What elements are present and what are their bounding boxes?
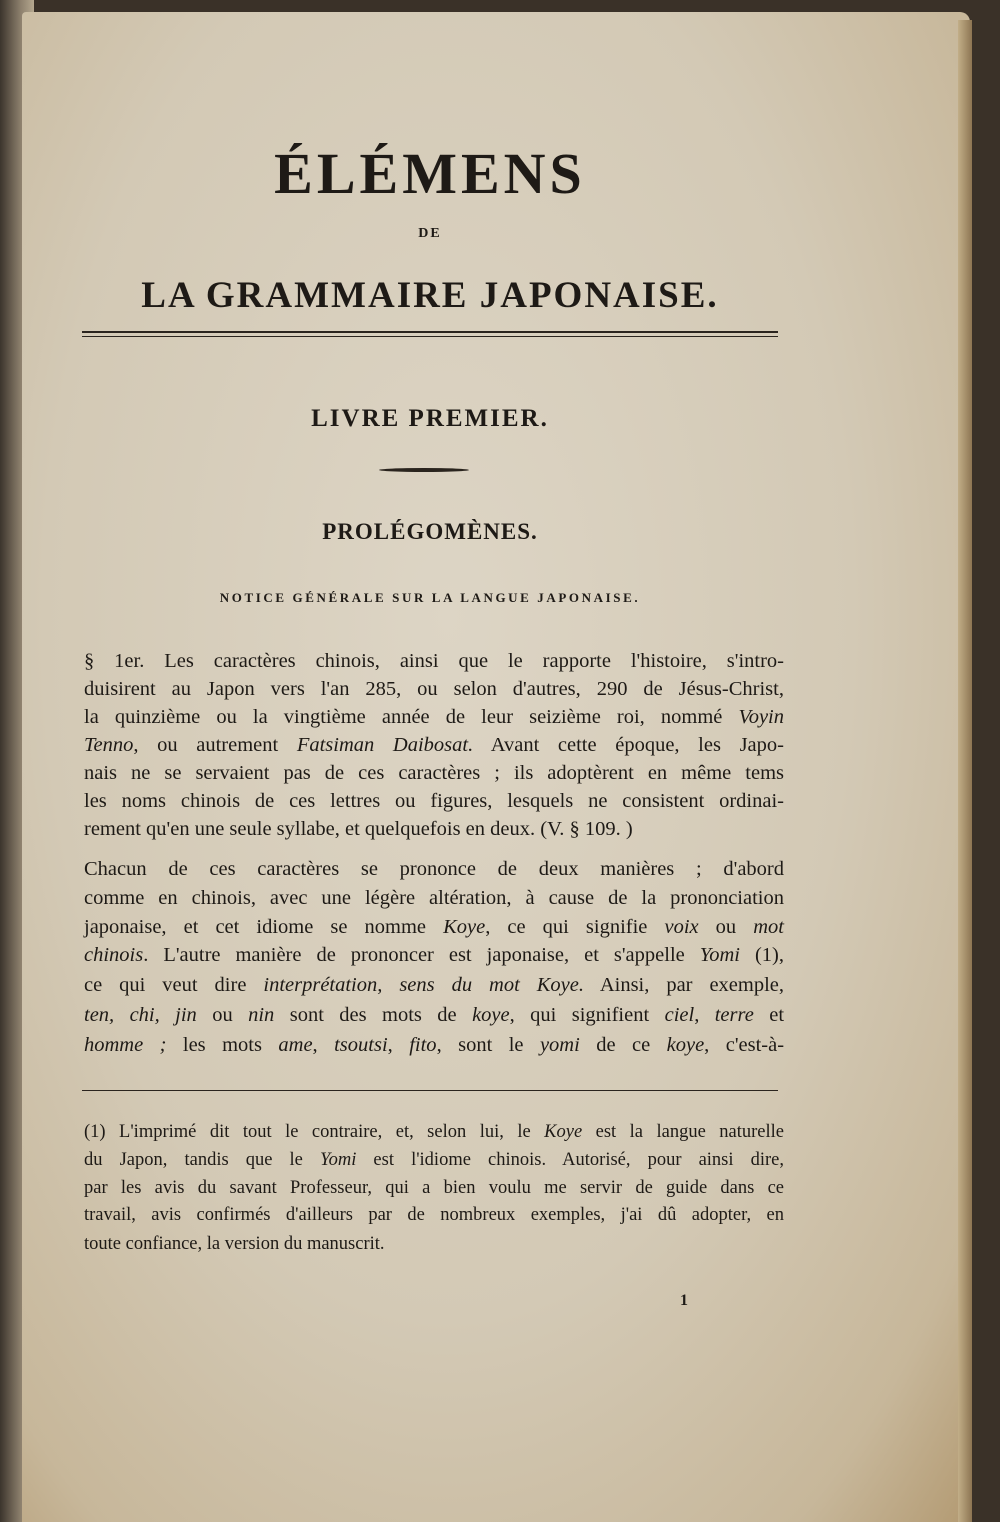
text: , sont le bbox=[436, 1034, 540, 1056]
text: la quinzième ou la vingtième année de leur seizième roi, nommé bbox=[84, 706, 739, 728]
italic-text: Fatsiman Daibosat. bbox=[296, 734, 474, 756]
section-heading: PROLÉGOMÈNES. bbox=[322, 519, 538, 544]
italic-text: ciel bbox=[664, 1004, 695, 1026]
text: ce qui veut dire bbox=[84, 974, 264, 996]
text: travail, avis confirmés d'ailleurs par de nombreux exemples, j'ai dû adopter, en bbox=[84, 1205, 784, 1225]
text: , c'est-à- bbox=[704, 1034, 785, 1056]
italic-text: chinois bbox=[84, 944, 144, 966]
footnote-rule bbox=[82, 1090, 778, 1091]
double-rule-bottom bbox=[82, 336, 778, 337]
text: japonaise, et cet idiome se nomme bbox=[84, 916, 444, 938]
notice-heading: NOTICE GÉNÉRALE SUR LA LANGUE JAPONAISE. bbox=[219, 590, 641, 605]
body-line bbox=[84, 790, 784, 813]
text: (1) L'imprimé dit tout le contraire, et, selon lui, le bbox=[84, 1122, 545, 1142]
italic-text: Voyin bbox=[738, 706, 784, 728]
text: , bbox=[694, 1004, 715, 1026]
body-line bbox=[84, 974, 784, 997]
text: § 1er. Les caractères chinois, ainsi que le rapporte l'histoire, s'intro- bbox=[84, 650, 784, 672]
italic-text: fito bbox=[409, 1034, 437, 1056]
text: est la langue naturelle bbox=[582, 1122, 784, 1142]
double-rule-top bbox=[82, 331, 778, 333]
italic-text: nin bbox=[248, 1004, 275, 1026]
text: ou bbox=[698, 916, 754, 938]
text: Chacun de ces caractères se prononce de deux manières ; d'abord bbox=[84, 858, 784, 880]
italic-text: Tenno bbox=[84, 734, 134, 756]
text: Ainsi, par exemple, bbox=[584, 974, 785, 996]
italic-text: Koye bbox=[443, 916, 486, 938]
ornament-rule bbox=[379, 468, 469, 472]
footnote-line bbox=[84, 1178, 784, 1199]
page-number: 1 bbox=[680, 1292, 688, 1309]
text: par les avis du savant Professeur, qui a bien voulu me servir de guide dans ce bbox=[84, 1178, 784, 1198]
italic-text: yomi bbox=[539, 1034, 580, 1056]
text: les noms chinois de ces lettres ou figures, lesquels ne consistent ordinai- bbox=[84, 790, 784, 812]
body-line bbox=[84, 858, 784, 881]
italic-text: homme ; bbox=[84, 1034, 167, 1056]
italic-text: koye bbox=[472, 1004, 510, 1026]
italic-text: Yomi bbox=[320, 1150, 357, 1170]
body-line bbox=[84, 650, 784, 673]
body-line bbox=[84, 944, 784, 967]
body-line bbox=[84, 706, 784, 729]
text: , bbox=[312, 1034, 335, 1056]
footnote-line bbox=[84, 1150, 784, 1171]
text: , ou autrement bbox=[133, 734, 297, 756]
body-line bbox=[84, 678, 784, 701]
italic-text: ame bbox=[278, 1034, 313, 1056]
italic-text: voix bbox=[664, 916, 699, 938]
subtitle: LA GRAMMAIRE JAPONAISE. bbox=[141, 275, 719, 316]
text: est l'idiome chinois. Autorisé, pour ainsi dire, bbox=[356, 1150, 784, 1170]
italic-text: tsoutsi bbox=[334, 1034, 388, 1056]
text: toute confiance, la version du manuscrit. bbox=[84, 1234, 385, 1254]
italic-text: Yomi bbox=[699, 944, 740, 966]
text: ou bbox=[196, 1004, 249, 1026]
text: et bbox=[753, 1004, 785, 1026]
text: , qui signifient bbox=[509, 1004, 665, 1026]
text: . L'autre manière de prononcer est japonaise, et s'appelle bbox=[143, 944, 700, 966]
text: nais ne se servaient pas de ces caractères ; ils adoptèrent en même tems bbox=[84, 762, 784, 784]
text: , bbox=[387, 1034, 410, 1056]
body-line bbox=[84, 887, 784, 910]
body-line bbox=[84, 1004, 784, 1027]
italic-text: Koye bbox=[544, 1122, 583, 1142]
text: du Japon, tandis que le bbox=[84, 1150, 320, 1170]
footnote-line bbox=[84, 1234, 784, 1255]
italic-text: koye bbox=[666, 1034, 705, 1056]
title-de: DE bbox=[418, 226, 442, 241]
italic-text: ten, chi, jin bbox=[84, 1004, 197, 1026]
italic-text: terre bbox=[714, 1004, 754, 1026]
book-heading: LIVRE PREMIER. bbox=[311, 405, 549, 432]
text: sont des mots de bbox=[274, 1004, 473, 1026]
footnote-line bbox=[84, 1205, 784, 1226]
text: (1), bbox=[740, 944, 785, 966]
body-line bbox=[84, 818, 784, 841]
body-line bbox=[84, 916, 784, 939]
italic-text: mot bbox=[753, 916, 784, 938]
body-line bbox=[84, 1034, 784, 1057]
text: duisirent au Japon vers l'an 285, ou selon d'autres, 290 de Jésus-Christ, bbox=[84, 678, 784, 700]
text: comme en chinois, avec une légère altération, à cause de la prononciation bbox=[84, 887, 784, 909]
text: rement qu'en une seule syllabe, et quelquefois en deux. (V. § 109. ) bbox=[84, 818, 633, 840]
text: de ce bbox=[579, 1034, 667, 1056]
title: ÉLÉMENS bbox=[274, 141, 586, 206]
text: les mots bbox=[166, 1034, 279, 1056]
book-page bbox=[22, 12, 970, 1522]
body-line bbox=[84, 734, 784, 757]
italic-text: interprétation, sens du mot Koye. bbox=[263, 974, 584, 996]
text: Avant cette époque, les Japo- bbox=[473, 734, 784, 756]
text: , ce qui signifie bbox=[485, 916, 665, 938]
footnote-line bbox=[84, 1122, 784, 1143]
body-line bbox=[84, 762, 784, 785]
page-edge bbox=[958, 20, 972, 1522]
